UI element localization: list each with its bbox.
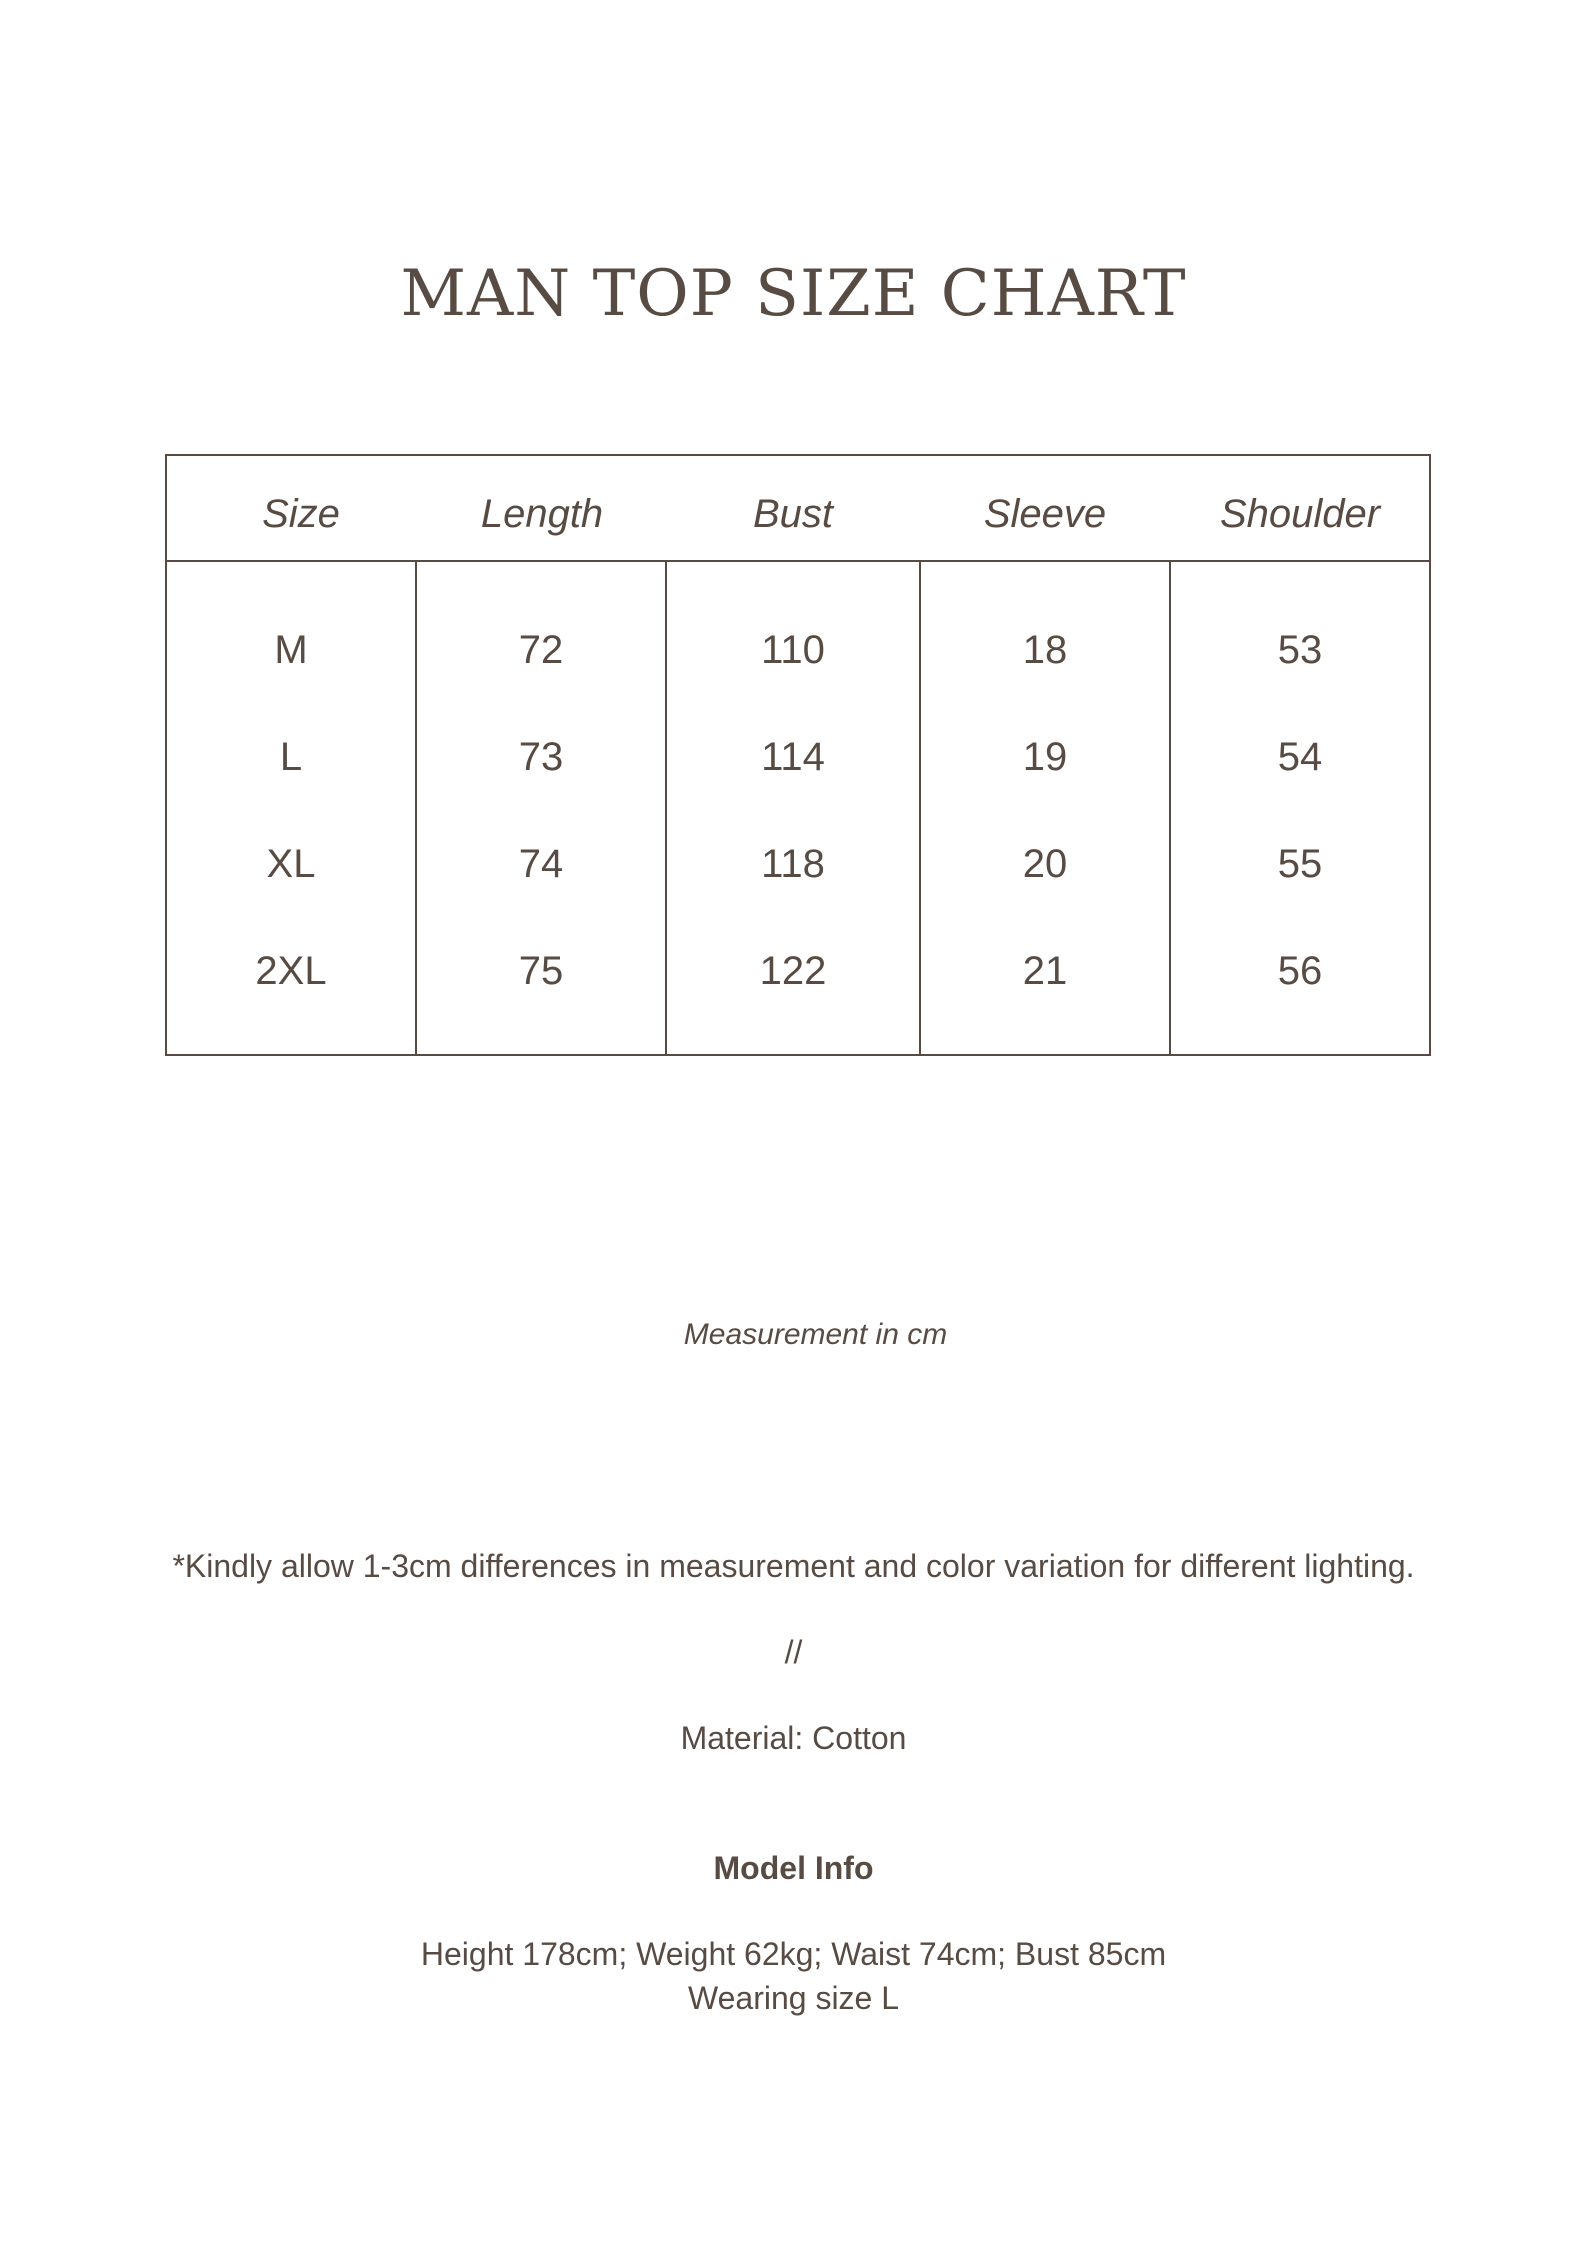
- table-cell-size: XL: [266, 842, 316, 886]
- table-cell-size: L: [279, 735, 303, 779]
- table-header-row: [167, 456, 1429, 562]
- model-info-heading: Model Info: [713, 1850, 874, 1886]
- table-cell-bust: 114: [761, 735, 825, 779]
- header-size: Size: [262, 492, 340, 536]
- table-cell-length: 74: [518, 842, 564, 886]
- measurement-note: Measurement in cm: [683, 1318, 948, 1351]
- header-shoulder: Shoulder: [1219, 492, 1381, 536]
- table-cell-shoulder: 53: [1277, 628, 1323, 672]
- separator: //: [784, 1634, 803, 1670]
- table-cell-sleeve: 18: [1022, 628, 1068, 672]
- table-cell-shoulder: 56: [1277, 949, 1323, 993]
- page-title: MAN TOP SIZE CHART: [400, 257, 1187, 331]
- table-cell-size: 2XL: [255, 949, 327, 993]
- model-wearing-size: Wearing size L: [687, 1980, 900, 2016]
- table-cell-bust: 118: [761, 842, 825, 886]
- table-cell-bust: 110: [761, 628, 825, 672]
- table-cell-size: M: [274, 628, 308, 672]
- material-text: Material: Cotton: [680, 1720, 907, 1756]
- header-sleeve: Sleeve: [983, 492, 1107, 536]
- model-stats: Height 178cm; Weight 62kg; Waist 74cm; Bust 85cm: [420, 1936, 1167, 1972]
- table-cell-length: 73: [518, 735, 564, 779]
- table-cell-sleeve: 20: [1022, 842, 1068, 886]
- table-cell-shoulder: 55: [1277, 842, 1323, 886]
- table-cell-sleeve: 21: [1022, 949, 1068, 993]
- disclaimer-text: *Kindly allow 1-3cm differences in measurement and color variation for different lighting.: [172, 1548, 1415, 1584]
- size-chart-table: [165, 454, 1431, 1056]
- header-length: Length: [480, 492, 604, 536]
- table-cell-sleeve: 19: [1022, 735, 1068, 779]
- table-cell-length: 75: [518, 949, 564, 993]
- header-bust: Bust: [752, 492, 834, 536]
- table-cell-shoulder: 54: [1277, 735, 1323, 779]
- table-cell-bust: 122: [759, 949, 827, 993]
- table-cell-length: 72: [518, 628, 564, 672]
